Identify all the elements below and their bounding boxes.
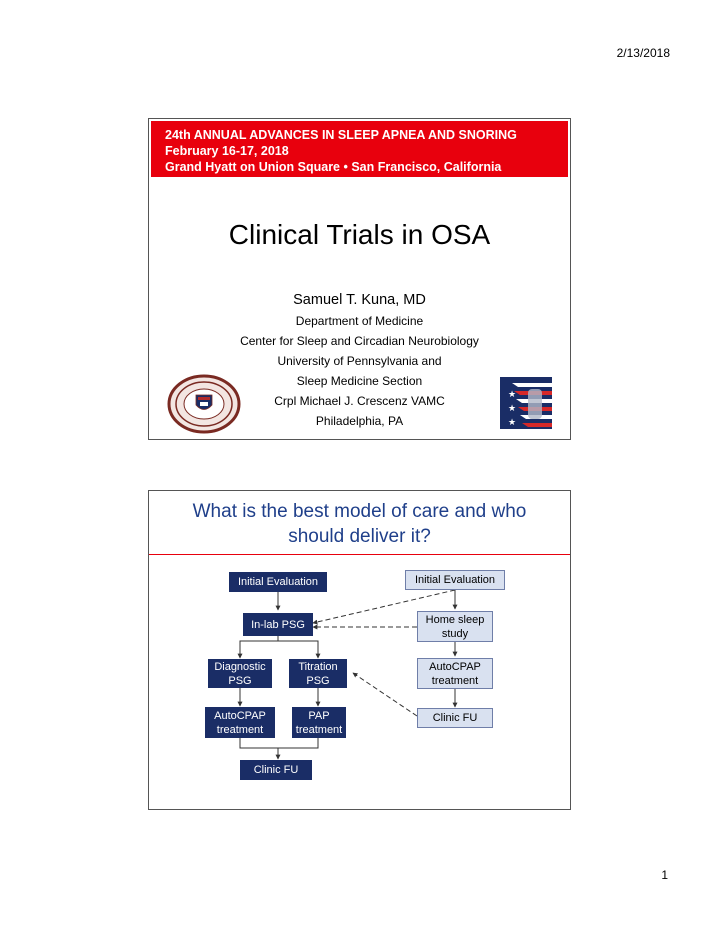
titration-psg-line: Titration <box>298 660 338 673</box>
svg-text:★: ★ <box>508 404 517 414</box>
autocpap-line: treatment <box>431 674 479 687</box>
banner-line-venue: Grand Hyatt on Union Square • San Francisco, California <box>165 160 502 174</box>
pap-line: treatment <box>295 723 343 736</box>
home-sleep-line: Home sleep <box>425 613 485 626</box>
affiliation-line: University of Pennsylvania and <box>277 354 442 368</box>
slide-title-line: What is the best model of care and who <box>192 501 527 522</box>
diagnostic-psg-line: Diagnostic <box>214 660 266 673</box>
page-date: 2/13/2018 <box>616 46 670 60</box>
initial-evaluation-box: Initial Evaluation <box>229 572 327 592</box>
in-lab-psg-box: In-lab PSG <box>243 613 313 636</box>
svg-text:★: ★ <box>508 390 517 400</box>
va-medical-center-logo <box>500 377 552 429</box>
clinic-fu-box: Clinic FU <box>417 708 493 728</box>
home-sleep-line: study <box>441 627 469 640</box>
affiliation-line: Center for Sleep and Circadian Neurobiology <box>240 334 479 348</box>
pap-treatment-box <box>292 707 346 738</box>
banner-line-dates: February 16-17, 2018 <box>165 144 289 158</box>
svg-text:★: ★ <box>508 418 517 428</box>
model-of-care-slide <box>148 490 571 810</box>
affiliation-line: Crpl Michael J. Crescenz VAMC <box>274 394 445 408</box>
flowchart-connectors <box>149 491 570 809</box>
conference-banner <box>151 121 568 177</box>
banner-line-conference: 24th ANNUAL ADVANCES IN SLEEP APNEA AND SNORING <box>165 128 517 142</box>
diagnostic-psg-line: PSG <box>228 674 252 687</box>
initial-evaluation-box: Initial Evaluation <box>405 570 505 590</box>
slide-title-line: should deliver it? <box>288 526 431 547</box>
autocpap-treatment-box <box>205 707 275 738</box>
pap-line: PAP <box>308 709 330 722</box>
autocpap-line: treatment <box>216 723 264 736</box>
author-name: Samuel T. Kuna, MD <box>293 292 426 308</box>
titration-psg-line: PSG <box>306 674 330 687</box>
autocpap-line: AutoCPAP <box>429 660 481 673</box>
title-slide <box>148 118 571 440</box>
titration-psg-box <box>289 659 347 688</box>
page-number: 1 <box>661 868 668 882</box>
autocpap-treatment-box <box>417 658 493 689</box>
penn-seal-logo <box>167 374 241 434</box>
affiliation-line: Philadelphia, PA <box>315 414 404 428</box>
affiliation-line: Department of Medicine <box>295 314 424 328</box>
home-sleep-study-box <box>417 611 493 642</box>
autocpap-line: AutoCPAP <box>214 709 266 722</box>
slide-title: Clinical Trials in OSA <box>228 219 491 250</box>
affiliation-line: Sleep Medicine Section <box>296 374 423 388</box>
clinic-fu-box: Clinic FU <box>240 760 312 780</box>
diagnostic-psg-box <box>208 659 272 688</box>
